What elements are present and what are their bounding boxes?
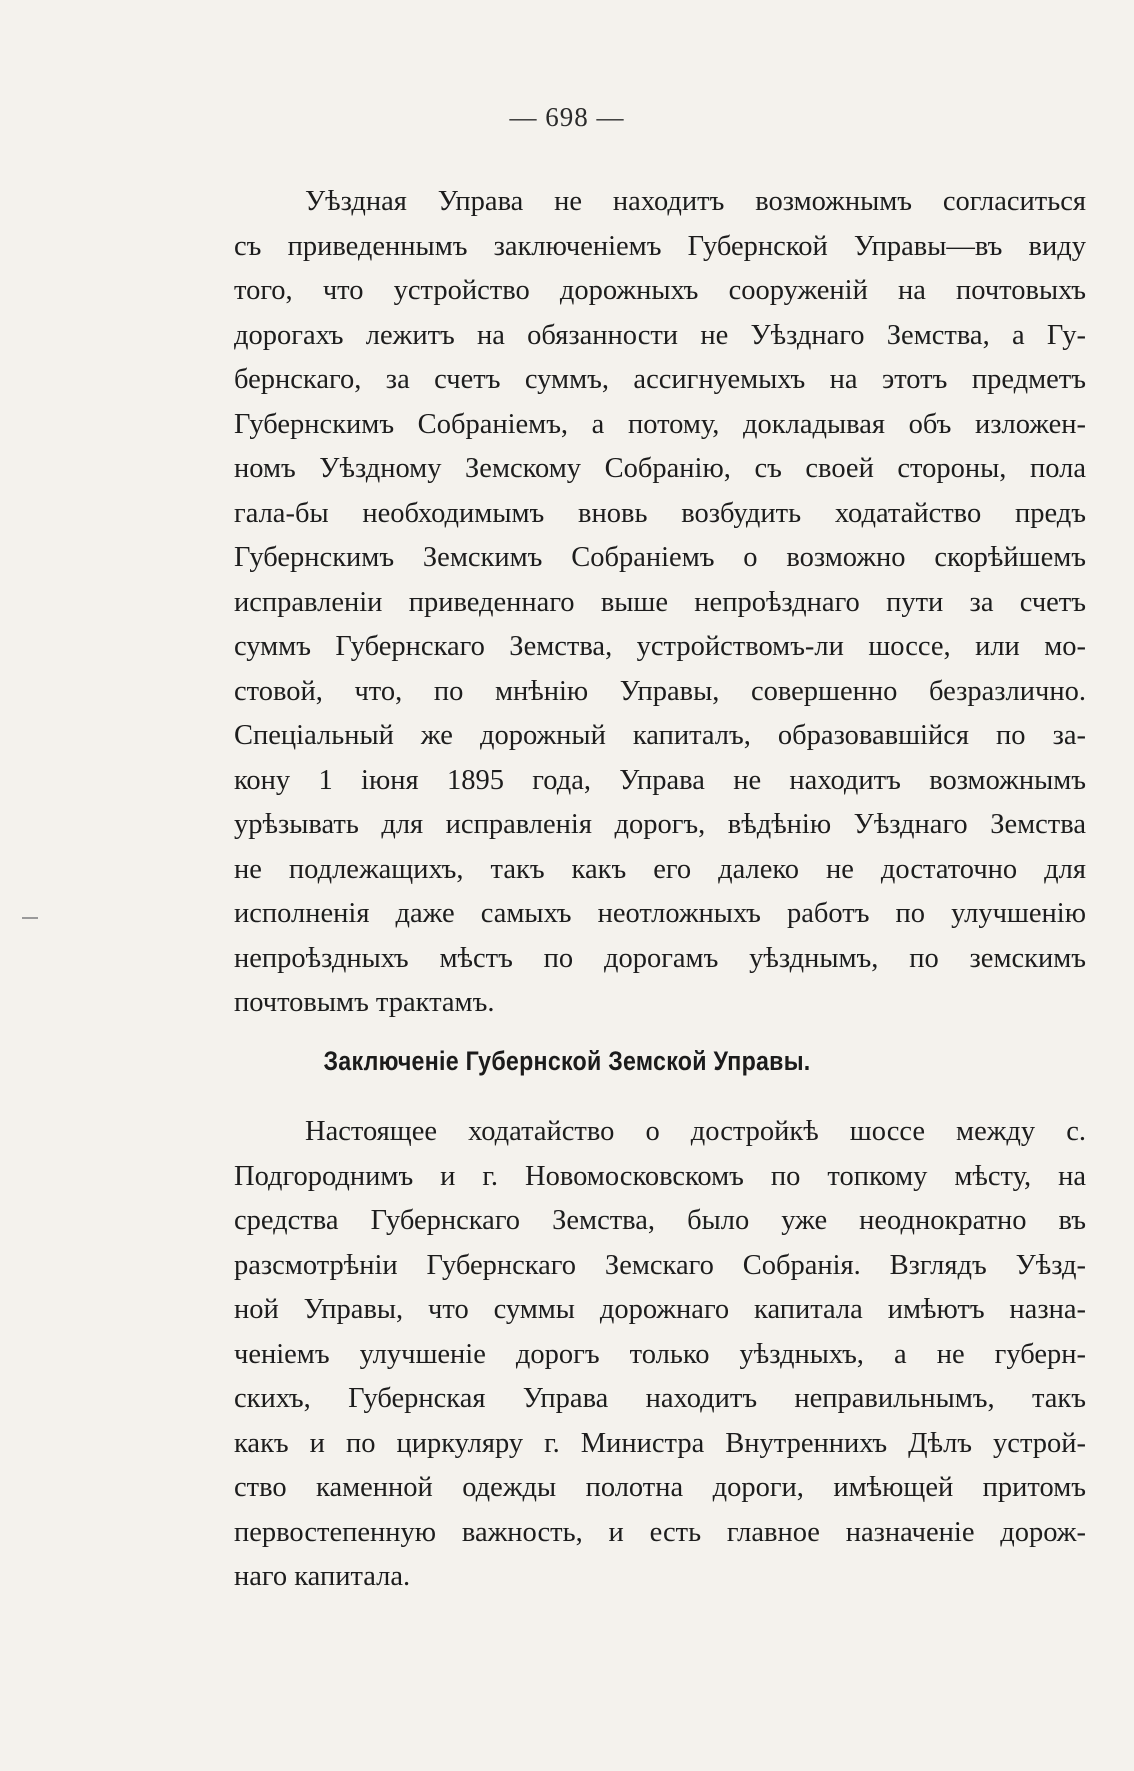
text-line: кону 1 іюня 1895 года, Управа не находитъ возможнымъ [234, 764, 1086, 796]
text-line: Настоящее ходатайство о достройкѣ шоссе между с. [305, 1116, 1086, 1147]
text-line: ченіемъ улучшеніе дорогъ только уѣздныхъ, а не губерн- [234, 1338, 1086, 1370]
section-heading: Заключеніе Губернской Земской Управы. [323, 1046, 811, 1076]
text-line: суммъ Губернскаго Земства, устройствомъ-ли шоссе, или мо- [234, 631, 1086, 662]
text-line: дорогахъ лежитъ на обязанности не Уѣзднаго Земства, а Гу- [234, 319, 1086, 351]
text-line: исполненія даже самыхъ неотложныхъ работъ по улучшенію [234, 898, 1086, 929]
text-line: урѣзывать для исправленія дорогъ, вѣдѣнію Уѣзднаго Земства [234, 809, 1086, 840]
text-line: средства Губернскаго Земства, было уже неоднократно въ [234, 1205, 1086, 1236]
text-line: Спеціальный же дорожный капиталъ, образовавшійся по за- [234, 720, 1086, 751]
paragraph-gubernia-conclusion [234, 1110, 1086, 1600]
text-line: исправленіи приведеннаго выше непроѣзднаго пути за счетъ [234, 586, 1086, 618]
text-line: гала-бы необходимымъ вновь возбудить ходатайство предъ [234, 497, 1086, 529]
text-line: Подгороднимъ и г. Новомосковскомъ по топкому мѣсту, на [234, 1160, 1086, 1192]
text-line: того, что устройство дорожныхъ сооруженій на почтовыхъ [234, 275, 1086, 306]
text-line: первостепенную важность, и есть главное назначеніе дорож- [234, 1516, 1086, 1548]
text-line: ство каменной одежды полотна дороги, имѣющей притомъ [234, 1472, 1086, 1503]
text-line: наго капитала. [234, 1561, 411, 1592]
text-line: почтовымъ трактамъ. [234, 987, 495, 1018]
text-line: Губернскимъ Собраніемъ, а потому, докладывая объ изложен- [234, 408, 1086, 440]
page-number: — 698 — [509, 102, 625, 132]
text-line: непроѣздныхъ мѣстъ по дорогамъ уѣзднымъ, по земскимъ [234, 942, 1086, 974]
margin-mark [22, 917, 38, 919]
text-line: номъ Уѣздному Земскому Собранію, съ своей стороны, пола [234, 453, 1086, 484]
text-line: разсмотрѣніи Губернскаго Земскаго Собранія. Взглядъ Уѣзд- [234, 1249, 1086, 1281]
paragraph-uezd-response [234, 180, 1086, 1026]
text-line: бернскаго, за счетъ суммъ, ассигнуемыхъ на этотъ предметъ [234, 364, 1086, 395]
text-line: стовой, что, по мнѣнію Управы, совершенно безразлично. [234, 675, 1086, 707]
text-line: не подлежащихъ, такъ какъ его далеко не достаточно для [234, 853, 1086, 885]
text-line: Губернскимъ Земскимъ Собраніемъ о возможно скорѣйшемъ [234, 542, 1086, 573]
text-line: какъ и по циркуляру г. Министра Внутреннихъ Дѣлъ устрой- [234, 1427, 1086, 1459]
text-line: Уѣздная Управа не находитъ возможнымъ согласиться [305, 186, 1086, 217]
text-line: съ приведеннымъ заключеніемъ Губернской Управы—въ виду [234, 230, 1086, 262]
text-line: скихъ, Губернская Управа находитъ неправильнымъ, такъ [234, 1383, 1086, 1414]
text-line: ной Управы, что суммы дорожнаго капитала имѣютъ назна- [234, 1294, 1086, 1325]
